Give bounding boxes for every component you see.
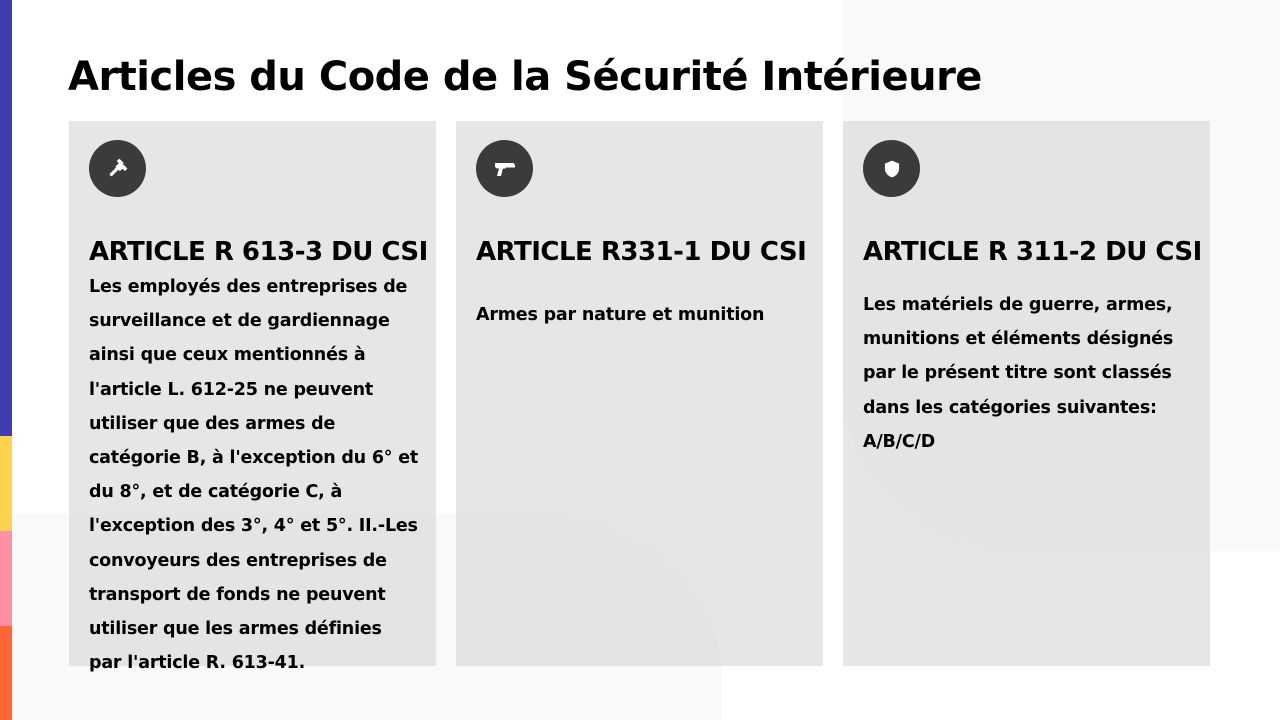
article-card-r311-2 — [843, 121, 1210, 666]
card-body: Les matériels de guerre, armes, munitions et éléments désignés par le présent titre sont classés dans les catégories suivantes: A/B/C/D — [863, 295, 1174, 452]
card-heading: ARTICLE R 613-3 DU CSI — [89, 237, 428, 267]
shield-icon — [863, 140, 920, 197]
color-strip-segment-yellow — [0, 436, 12, 531]
card-body: Les employés des entreprises de surveillance et de gardiennage ainsi que ceux mentionnés à l'article L. 612-25 ne peuvent utiliser que des armes de catégorie B, à l'exception du 6° et du 8°, et de catégorie C, à l'exception des 3°, 4° et 5°. II.-Les convoyeurs des entreprises de transport de fonds ne peuvent utiliser que les armes définies par l'article R. 613-41. — [89, 277, 419, 674]
gavel-icon — [89, 140, 146, 197]
card-body: Armes par nature et munition — [476, 305, 765, 325]
article-card-r331-1 — [456, 121, 823, 666]
color-strip-segment-blue — [0, 0, 12, 436]
article-card-r613-3 — [69, 121, 436, 674]
card-heading: ARTICLE R331-1 DU CSI — [476, 237, 807, 267]
card-heading: ARTICLE R 311-2 DU CSI — [863, 237, 1202, 267]
pistol-icon — [476, 140, 533, 197]
color-strip-segment-pink — [0, 531, 12, 626]
color-strip — [0, 0, 12, 720]
page-title: Articles du Code de la Sécurité Intérieure — [68, 54, 982, 100]
color-strip-segment-orange — [0, 626, 12, 720]
